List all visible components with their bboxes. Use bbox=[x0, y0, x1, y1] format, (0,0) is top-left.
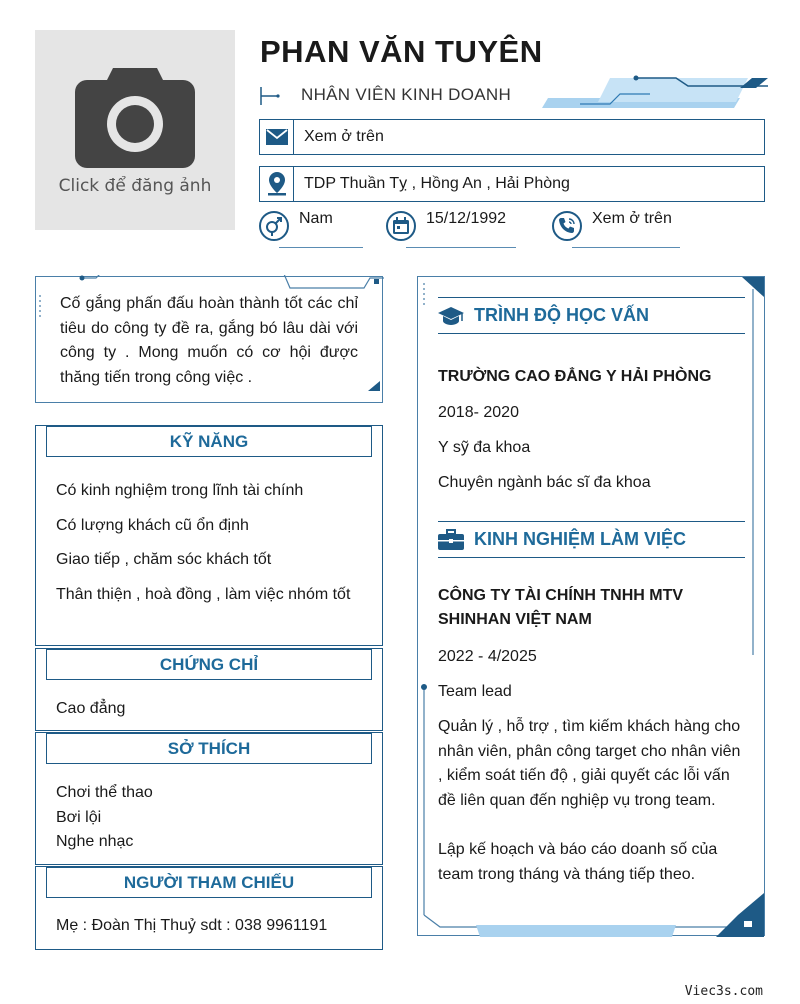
candidate-name: PHAN VĂN TUYÊN bbox=[260, 34, 543, 69]
hobby-item: Nghe nhạc bbox=[56, 833, 134, 850]
company-name-line2: SHINHAN VIỆT NAM bbox=[438, 611, 592, 628]
photo-caption: Click để đăng ảnh bbox=[58, 176, 212, 196]
experience-period: 2022 - 4/2025 bbox=[438, 648, 537, 665]
camera-icon bbox=[75, 64, 195, 170]
references-title: NGƯỜI THAM CHIẾU bbox=[46, 867, 372, 898]
experience-header bbox=[438, 521, 745, 558]
experience-title: KINH NGHIỆM LÀM VIỆC bbox=[474, 529, 687, 549]
hobby-item: Bơi lội bbox=[56, 809, 102, 826]
calendar-icon bbox=[392, 217, 410, 235]
graduation-cap-icon bbox=[438, 306, 464, 326]
envelope-icon bbox=[266, 129, 288, 145]
hobbies-section bbox=[35, 732, 383, 865]
briefcase-icon bbox=[438, 529, 464, 551]
certificates-section bbox=[35, 648, 383, 731]
address-row bbox=[259, 166, 765, 202]
phone-info bbox=[552, 211, 672, 241]
experience-description-2: Lập kế hoạch và báo cáo doanh số của team trong tháng và tháng tiếp theo. bbox=[438, 841, 718, 883]
education-period: 2018- 2020 bbox=[438, 404, 519, 421]
hobby-item: Chơi thể thao bbox=[56, 784, 153, 801]
birthday-info bbox=[386, 211, 506, 241]
email-value: Xem ở trên bbox=[304, 128, 384, 145]
hobbies-title: SỞ THÍCH bbox=[46, 733, 372, 764]
photo-placeholder[interactable] bbox=[35, 30, 235, 230]
school-name: TRƯỜNG CAO ĐẲNG Y HẢI PHÒNG bbox=[438, 368, 712, 385]
job-title-line-icon bbox=[260, 87, 280, 105]
experience-position: Team lead bbox=[438, 683, 512, 700]
footer-brand: Viec3s.com bbox=[684, 984, 763, 999]
references-section bbox=[35, 866, 383, 950]
gender-value: Nam bbox=[299, 210, 333, 227]
right-column bbox=[417, 276, 765, 936]
education-degree: Y sỹ đa khoa bbox=[438, 439, 531, 456]
career-objective bbox=[35, 276, 383, 403]
objective-text: Cố gắng phấn đấu hoàn thành tốt các chỉ tiêu do công ty đề ra, gắng bó lâu dài với công ty . Mong muốn có cơ hội được thăng tiến trong công việc . bbox=[60, 295, 358, 386]
skill-item: Thân thiện , hoà đồng , làm việc nhóm tốt bbox=[56, 586, 351, 603]
gender-icon bbox=[264, 216, 284, 236]
skills-section bbox=[35, 425, 383, 646]
gender-info bbox=[259, 211, 333, 241]
education-major: Chuyên ngành bác sĩ đa khoa bbox=[438, 474, 651, 491]
education-header bbox=[438, 297, 745, 334]
job-title: NHÂN VIÊN KINH DOANH bbox=[301, 85, 512, 104]
certificates-title: CHỨNG CHỈ bbox=[46, 649, 372, 680]
experience-description: Quản lý , hỗ trợ , tìm kiếm khách hàng cho nhân viên, phân công target cho nhân viên , kiểm soát tiến độ , giải quyết các lỗi vấn đề liên quan đến nghiệp vụ trong team. bbox=[438, 718, 741, 809]
skill-item: Có lượng khách cũ ổn định bbox=[56, 517, 249, 534]
company-name-line1: CÔNG TY TÀI CHÍNH TNHH MTV bbox=[438, 587, 684, 604]
skill-item: Có kinh nghiệm trong lĩnh tài chính bbox=[56, 482, 304, 499]
location-pin-icon bbox=[267, 172, 287, 196]
phone-icon bbox=[558, 217, 576, 235]
address-value: TDP Thuần Tỵ , Hồng An , Hải Phòng bbox=[304, 175, 570, 192]
reference-item: Mẹ : Đoàn Thị Thuỷ sdt : 038 9961191 bbox=[56, 917, 328, 934]
birthday-value: 15/12/1992 bbox=[426, 210, 507, 227]
skills-title: KỸ NĂNG bbox=[46, 426, 372, 457]
phone-value: Xem ở trên bbox=[592, 210, 672, 227]
email-row bbox=[259, 119, 765, 155]
education-title: TRÌNH ĐỘ HỌC VẤN bbox=[474, 305, 649, 325]
header-decoration bbox=[540, 74, 770, 114]
certificate-item: Cao đẳng bbox=[56, 700, 126, 717]
skill-item: Giao tiếp , chăm sóc khách tốt bbox=[56, 551, 272, 568]
